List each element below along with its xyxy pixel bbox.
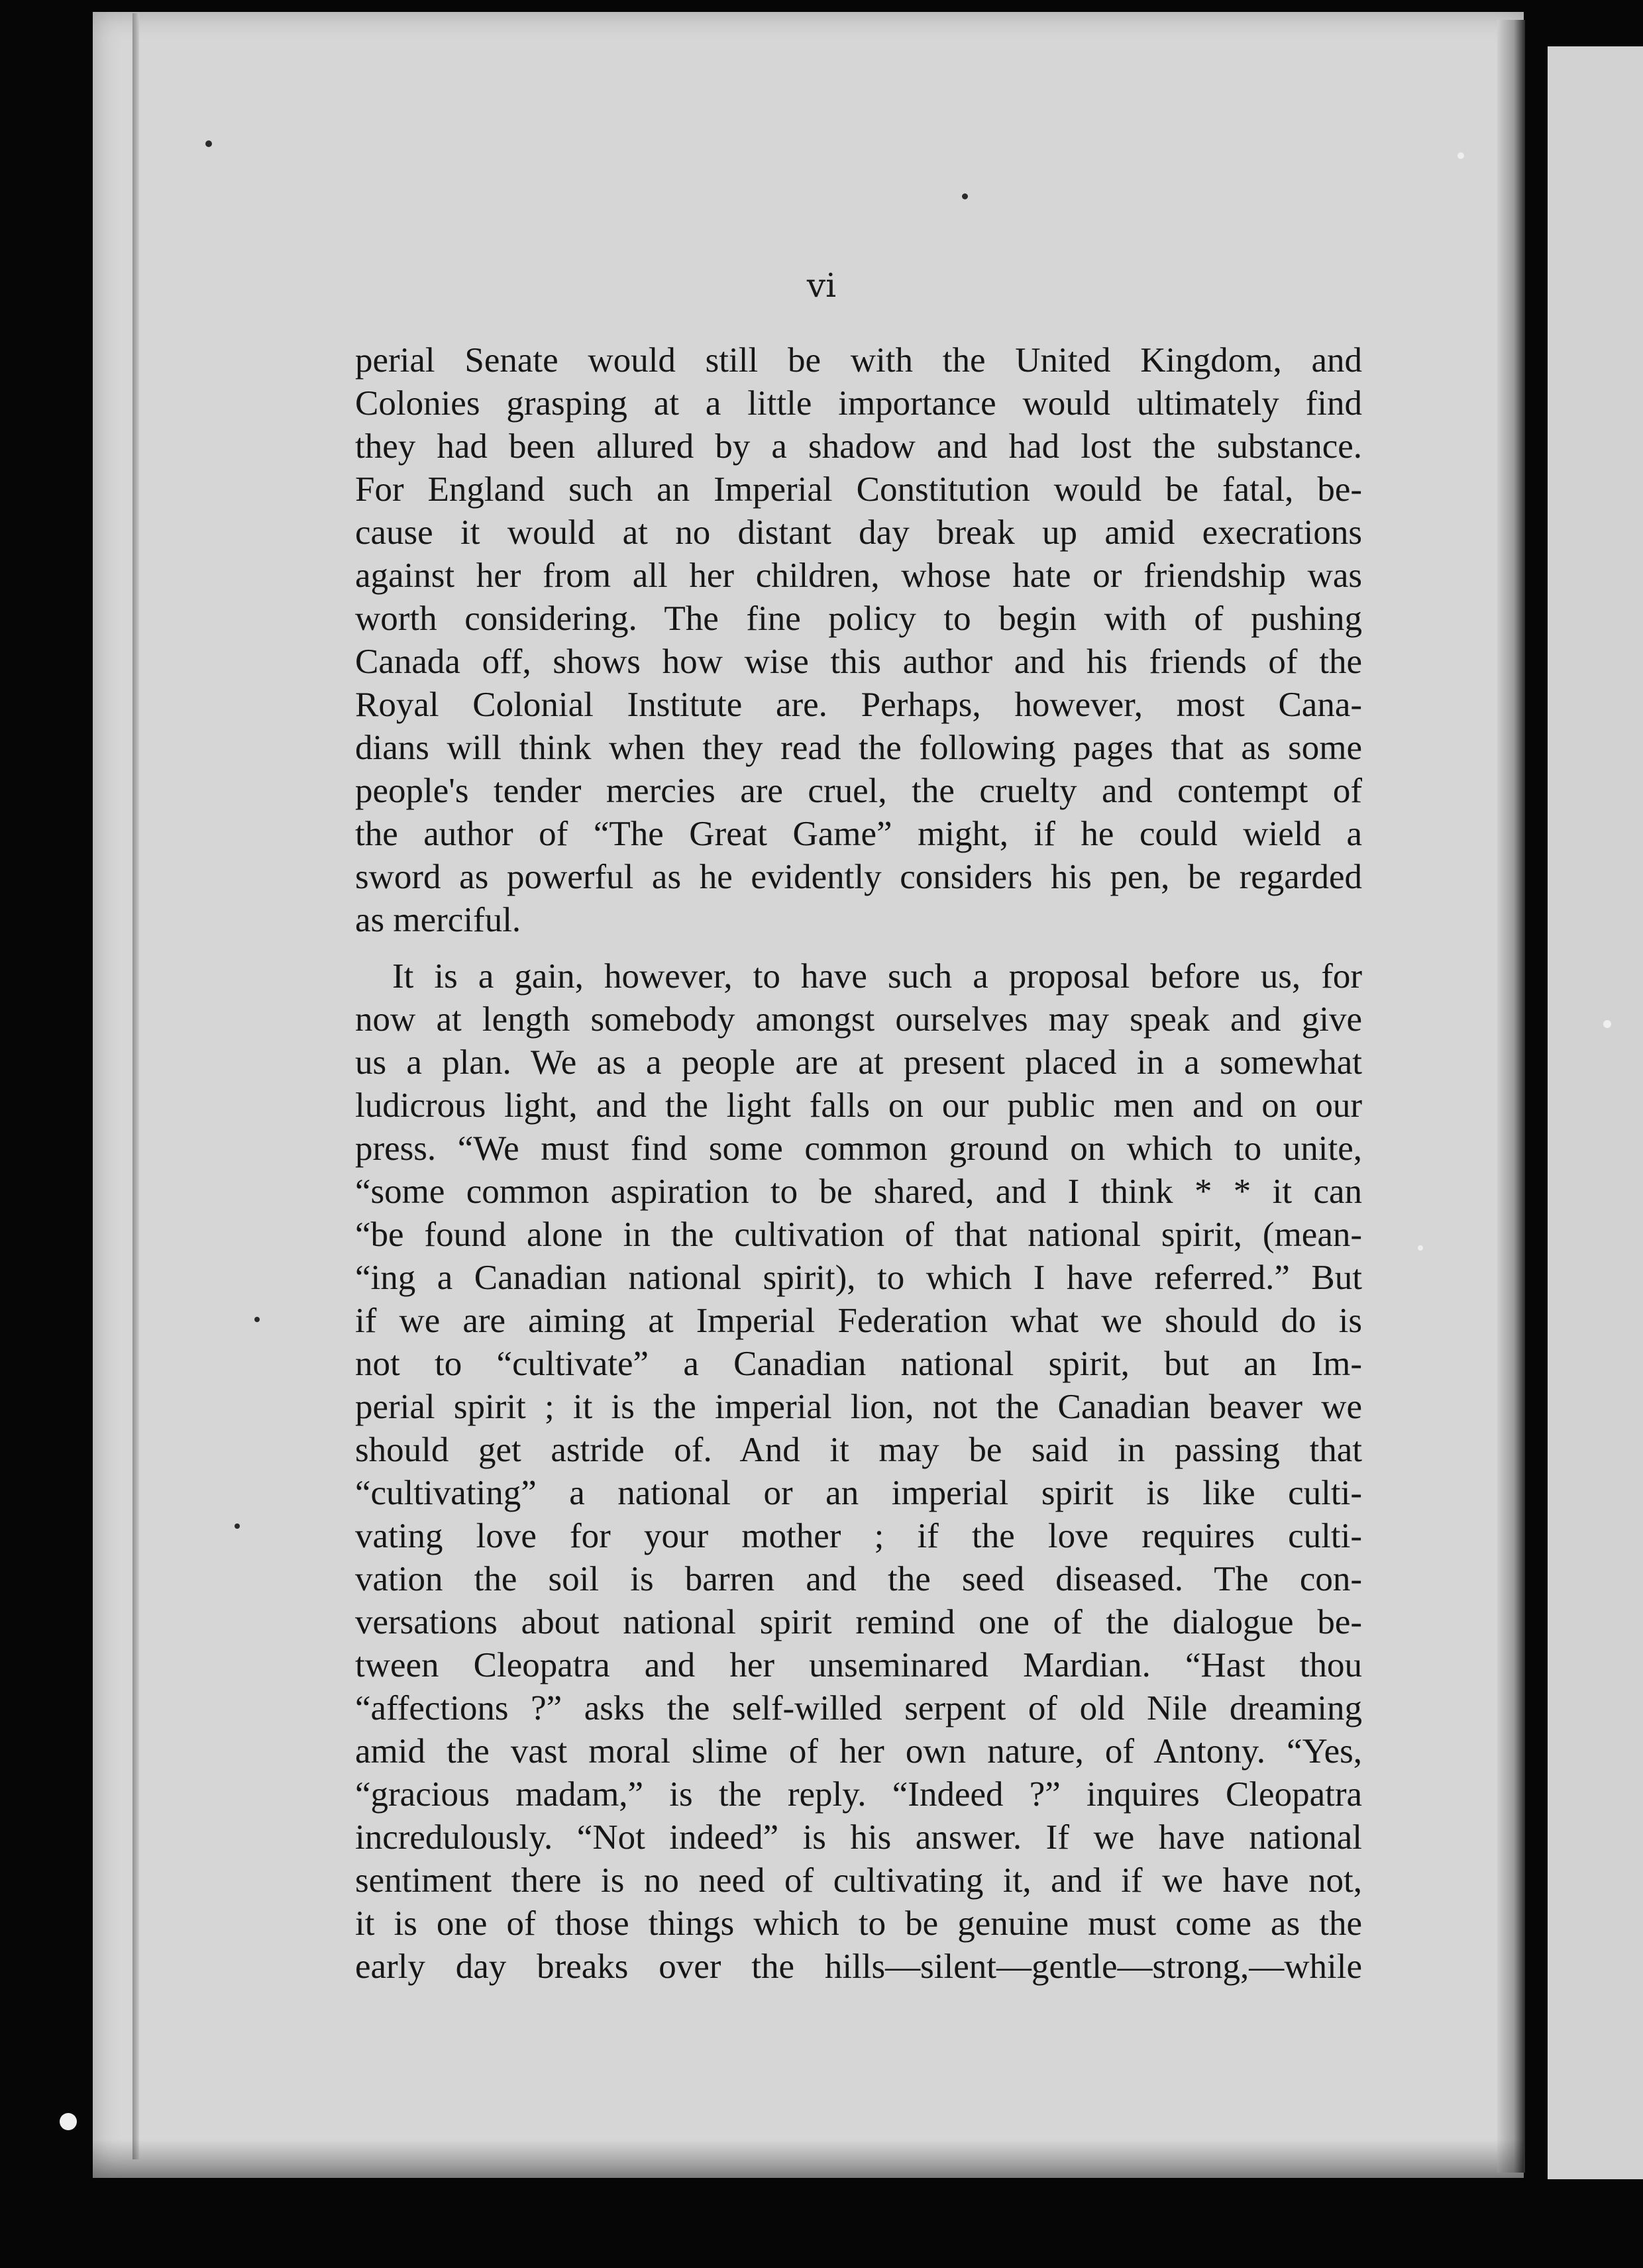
dust-speck — [60, 2113, 77, 2130]
text-line: now at length somebody amongst ourselves may speak and give — [355, 1000, 1362, 1039]
text-line: Canada off, shows how wise this author and his friends of the — [355, 643, 1362, 681]
text-line: press. “We must find some common ground on which to unite, — [355, 1129, 1362, 1168]
text-line: cause it would at no distant day break up amid execrations — [355, 513, 1362, 552]
text-line: it is one of those things which to be genuine must come as the — [355, 1904, 1362, 1943]
text-line: For England such an Imperial Constitution would be fatal, be- — [355, 470, 1362, 509]
dust-speck — [1603, 1020, 1611, 1028]
dust-speck — [962, 193, 968, 199]
dust-speck — [235, 1523, 240, 1529]
text-line: ludicrous light, and the light falls on our public men and on our — [355, 1086, 1362, 1125]
text-line: vating love for your mother ; if the love requires culti- — [355, 1517, 1362, 1555]
text-line: if we are aiming at Imperial Federation what we should do is — [355, 1302, 1362, 1340]
text-line: sentiment there is no need of cultivating it, and if we have not, — [355, 1861, 1362, 1900]
text-line: as merciful. — [355, 901, 521, 939]
text-line: the author of “The Great Game” might, if he could wield a — [355, 815, 1362, 853]
text-line: “affections ?” asks the self-willed serpent of old Nile dreaming — [355, 1689, 1362, 1727]
book-spine — [1497, 20, 1525, 2173]
paragraph-gap — [355, 942, 1362, 955]
text-line: incredulously. “Not indeed” is his answer. If we have national — [355, 1818, 1362, 1857]
text-line: perial Senate would still be with the United Kingdom, and — [355, 341, 1362, 380]
text-line: Royal Colonial Institute are. Perhaps, however, most Cana- — [355, 686, 1362, 724]
text-line: tween Cleopatra and her unseminared Mardian. “Hast thou — [355, 1646, 1362, 1684]
paragraph-1 — [355, 339, 1362, 942]
facing-page-edge — [1548, 46, 1643, 2179]
text-line: us a plan. We as a people are at present placed in a somewhat — [355, 1043, 1362, 1082]
text-line: they had been allured by a shadow and had lost the substance. — [355, 427, 1362, 466]
text-line: against her from all her children, whose hate or friendship was — [355, 556, 1362, 595]
text-line: Colonies grasping at a little importance would ultimately find — [355, 384, 1362, 423]
text-line: “ing a Canadian national spirit), to which I have referred.” But — [355, 1259, 1362, 1297]
text-line: “gracious madam,” is the reply. “Indeed ?” inquires Cleopatra — [355, 1775, 1362, 1814]
dust-speck — [1458, 152, 1464, 159]
text-line: “some common aspiration to be shared, and I think * * it can — [355, 1172, 1362, 1211]
page-bottom-shadow — [93, 2139, 1524, 2179]
body-text — [355, 339, 1362, 1988]
text-line: vation the soil is barren and the seed diseased. The con- — [355, 1560, 1362, 1598]
text-line: “cultivating” a national or an imperial spirit is like culti- — [355, 1474, 1362, 1512]
text-line: people's tender mercies are cruel, the cruelty and contempt of — [355, 772, 1362, 810]
text-line: early day breaks over the hills—silent—gentle—strong,—while — [355, 1947, 1362, 1986]
text-line: not to “cultivate” a Canadian national spirit, but an Im- — [355, 1345, 1362, 1383]
text-line: amid the vast moral slime of her own nature, of Antony. “Yes, — [355, 1732, 1362, 1771]
dust-speck — [1418, 1245, 1423, 1251]
text-line: “be found alone in the cultivation of that national spirit, (mean- — [355, 1215, 1362, 1254]
text-line: sword as powerful as he evidently considers his pen, be regarded — [355, 858, 1362, 896]
text-line: should get astride of. And it may be said in passing that — [355, 1431, 1362, 1469]
text-line: perial spirit ; it is the imperial lion, not the Canadian beaver we — [355, 1388, 1362, 1426]
page-left-edge — [132, 13, 139, 2159]
text-line: It is a gain, however, to have such a proposal before us, for — [392, 957, 1362, 996]
text-line: dians will think when they read the following pages that as some — [355, 729, 1362, 767]
dust-speck — [254, 1317, 260, 1322]
text-line: versations about national spirit remind one of the dialogue be- — [355, 1603, 1362, 1641]
dust-speck — [205, 140, 212, 147]
text-line: worth considering. The fine policy to begin with of pushing — [355, 599, 1362, 638]
page-number: vi — [806, 266, 837, 305]
paragraph-2 — [355, 955, 1362, 1988]
